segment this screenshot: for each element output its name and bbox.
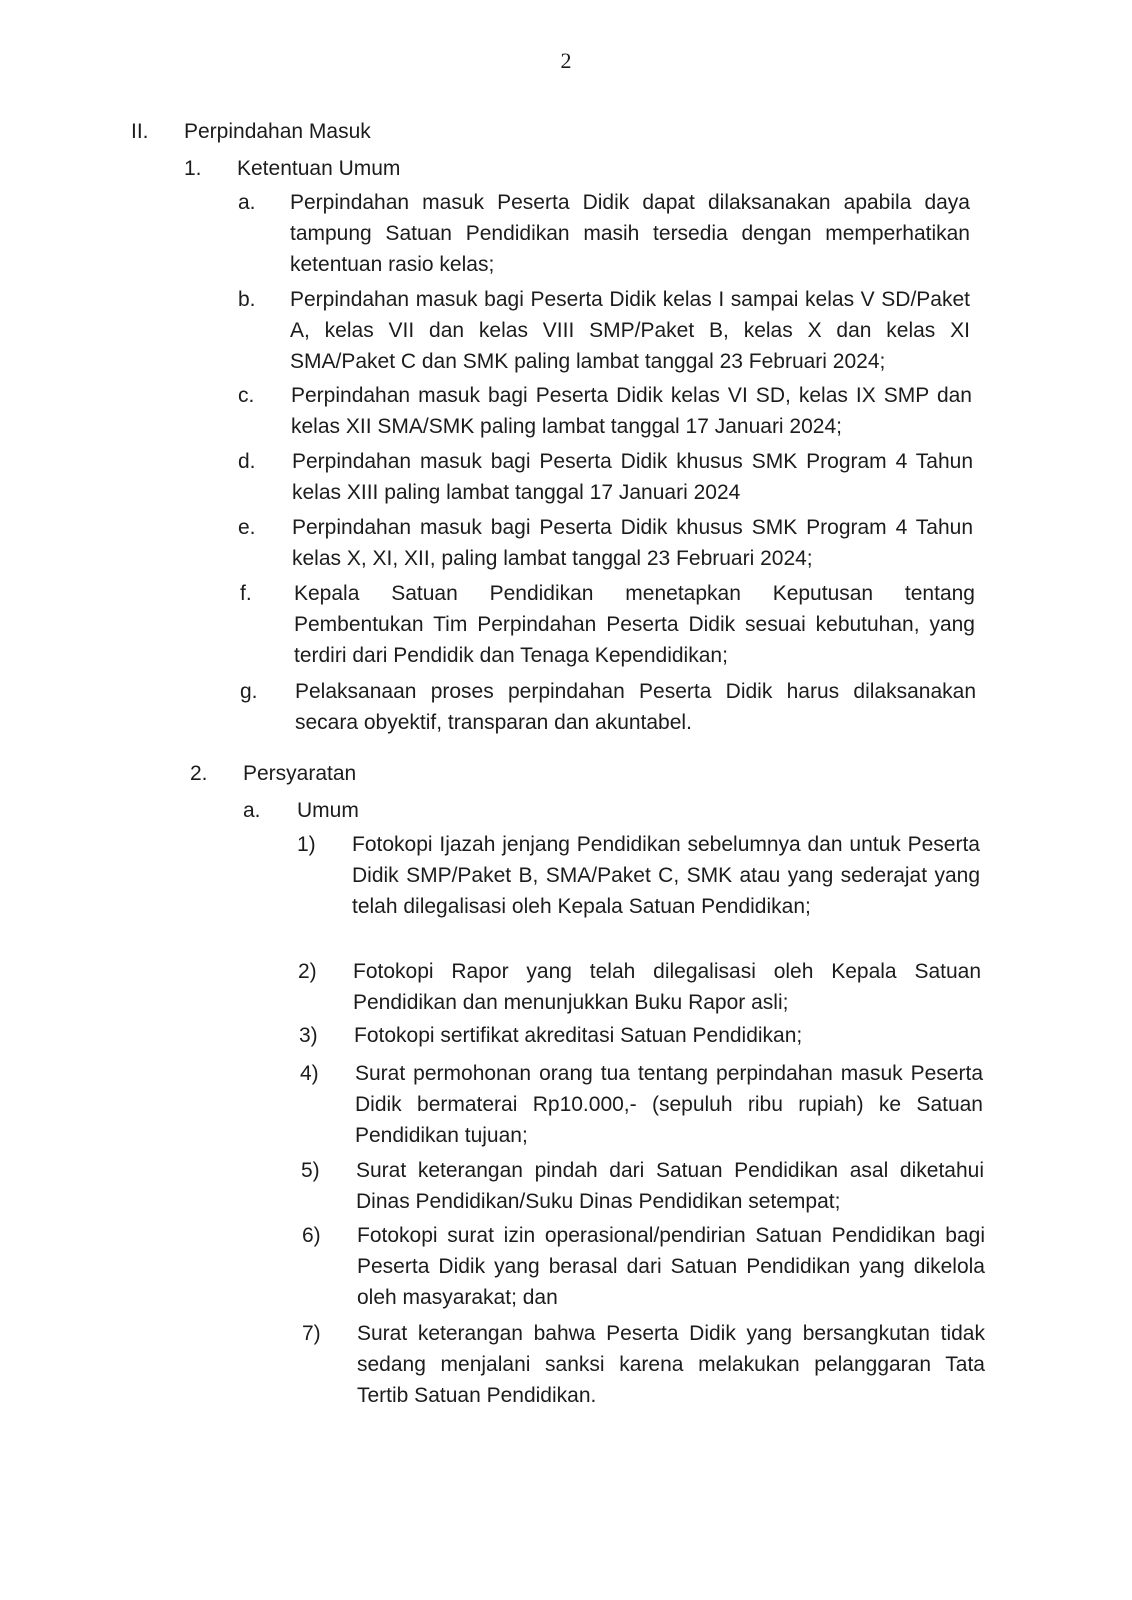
list-item-label: 3) xyxy=(299,1024,318,1047)
subsection-title: Ketentuan Umum xyxy=(237,157,401,180)
list-item-label: c. xyxy=(238,384,255,407)
list-item-text: Perpindahan masuk bagi Peserta Didik kelas I sampai kelas V SD/Paket A, kelas VII dan kelas VIII SMP/Paket B, kelas X dan kelas XI SMA/Paket C dan SMK paling lambat tanggal 23 Februari 2024; xyxy=(290,288,970,373)
page-number: 2 xyxy=(560,48,572,73)
subsection-number: 2. xyxy=(190,762,208,785)
subsection-number: 1. xyxy=(184,157,202,180)
list-item-text: Fotokopi Ijazah jenjang Pendidikan sebelumnya dan untuk Peserta Didik SMP/Paket B, SMA/Paket C, SMK atau yang sederajat yang telah dilegalisasi oleh Kepala Satuan Pendidikan; xyxy=(352,833,980,918)
list-item-label: 1) xyxy=(297,833,316,856)
list-item-text: Surat permohonan orang tua tentang perpindahan masuk Peserta Didik bermaterai Rp10.000,- (sepuluh ribu rupiah) ke Satuan Pendidikan tujuan; xyxy=(355,1062,983,1147)
group-label: a. xyxy=(243,799,261,822)
list-item-label: 5) xyxy=(301,1159,320,1182)
list-item-text: Perpindahan masuk bagi Peserta Didik khusus SMK Program 4 Tahun kelas X, XI, XII, paling lambat tanggal 23 Februari 2024; xyxy=(292,516,973,570)
subsection-title: Persyaratan xyxy=(243,762,357,785)
list-item-label: b. xyxy=(238,288,256,311)
list-item-text: Perpindahan masuk Peserta Didik dapat dilaksanakan apabila daya tampung Satuan Pendidikan masih tersedia dengan memperhatikan ketentuan rasio kelas; xyxy=(290,191,970,276)
list-item-text: Perpindahan masuk bagi Peserta Didik kelas VI SD, kelas IX SMP dan kelas XII SMA/SMK paling lambat tanggal 17 Januari 2024; xyxy=(291,384,972,438)
list-item-label: 7) xyxy=(302,1322,321,1345)
group-title: Umum xyxy=(297,799,359,822)
list-item-label: a. xyxy=(238,191,256,214)
list-item-label: 2) xyxy=(298,960,317,983)
section-numeral: II. xyxy=(131,120,149,143)
list-item-label: f. xyxy=(240,582,252,605)
section-title: Perpindahan Masuk xyxy=(184,120,371,143)
list-item-text: Fotokopi sertifikat akreditasi Satuan Pendidikan; xyxy=(354,1024,803,1047)
list-item-label: 4) xyxy=(300,1062,319,1085)
list-item-text: Surat keterangan bahwa Peserta Didik yang bersangkutan tidak sedang menjalani sanksi karena melakukan pelanggaran Tata Tertib Satuan Pendidikan. xyxy=(357,1322,985,1407)
list-item-label: g. xyxy=(240,680,258,703)
list-item-label: 6) xyxy=(302,1224,321,1247)
list-item-text: Fotokopi surat izin operasional/pendirian Satuan Pendidikan bagi Peserta Didik yang berasal dari Satuan Pendidikan yang dikelola oleh masyarakat; dan xyxy=(357,1224,985,1309)
list-item-label: d. xyxy=(238,450,256,473)
list-item-text: Pelaksanaan proses perpindahan Peserta Didik harus dilaksanakan secara obyektif, transparan dan akuntabel. xyxy=(295,680,976,734)
list-item-label: e. xyxy=(238,516,256,539)
list-item-text: Fotokopi Rapor yang telah dilegalisasi oleh Kepala Satuan Pendidikan dan menunjukkan Buku Rapor asli; xyxy=(353,960,981,1014)
list-item-text: Perpindahan masuk bagi Peserta Didik khusus SMK Program 4 Tahun kelas XIII paling lambat tanggal 17 Januari 2024 xyxy=(292,450,973,504)
list-item-text: Kepala Satuan Pendidikan menetapkan Keputusan tentang Pembentukan Tim Perpindahan Peserta Didik sesuai kebutuhan, yang terdiri dari Pendidik dan Tenaga Kependidikan; xyxy=(294,582,975,667)
list-item-text: Surat keterangan pindah dari Satuan Pendidikan asal diketahui Dinas Pendidikan/Suku Dinas Pendidikan setempat; xyxy=(356,1159,984,1213)
